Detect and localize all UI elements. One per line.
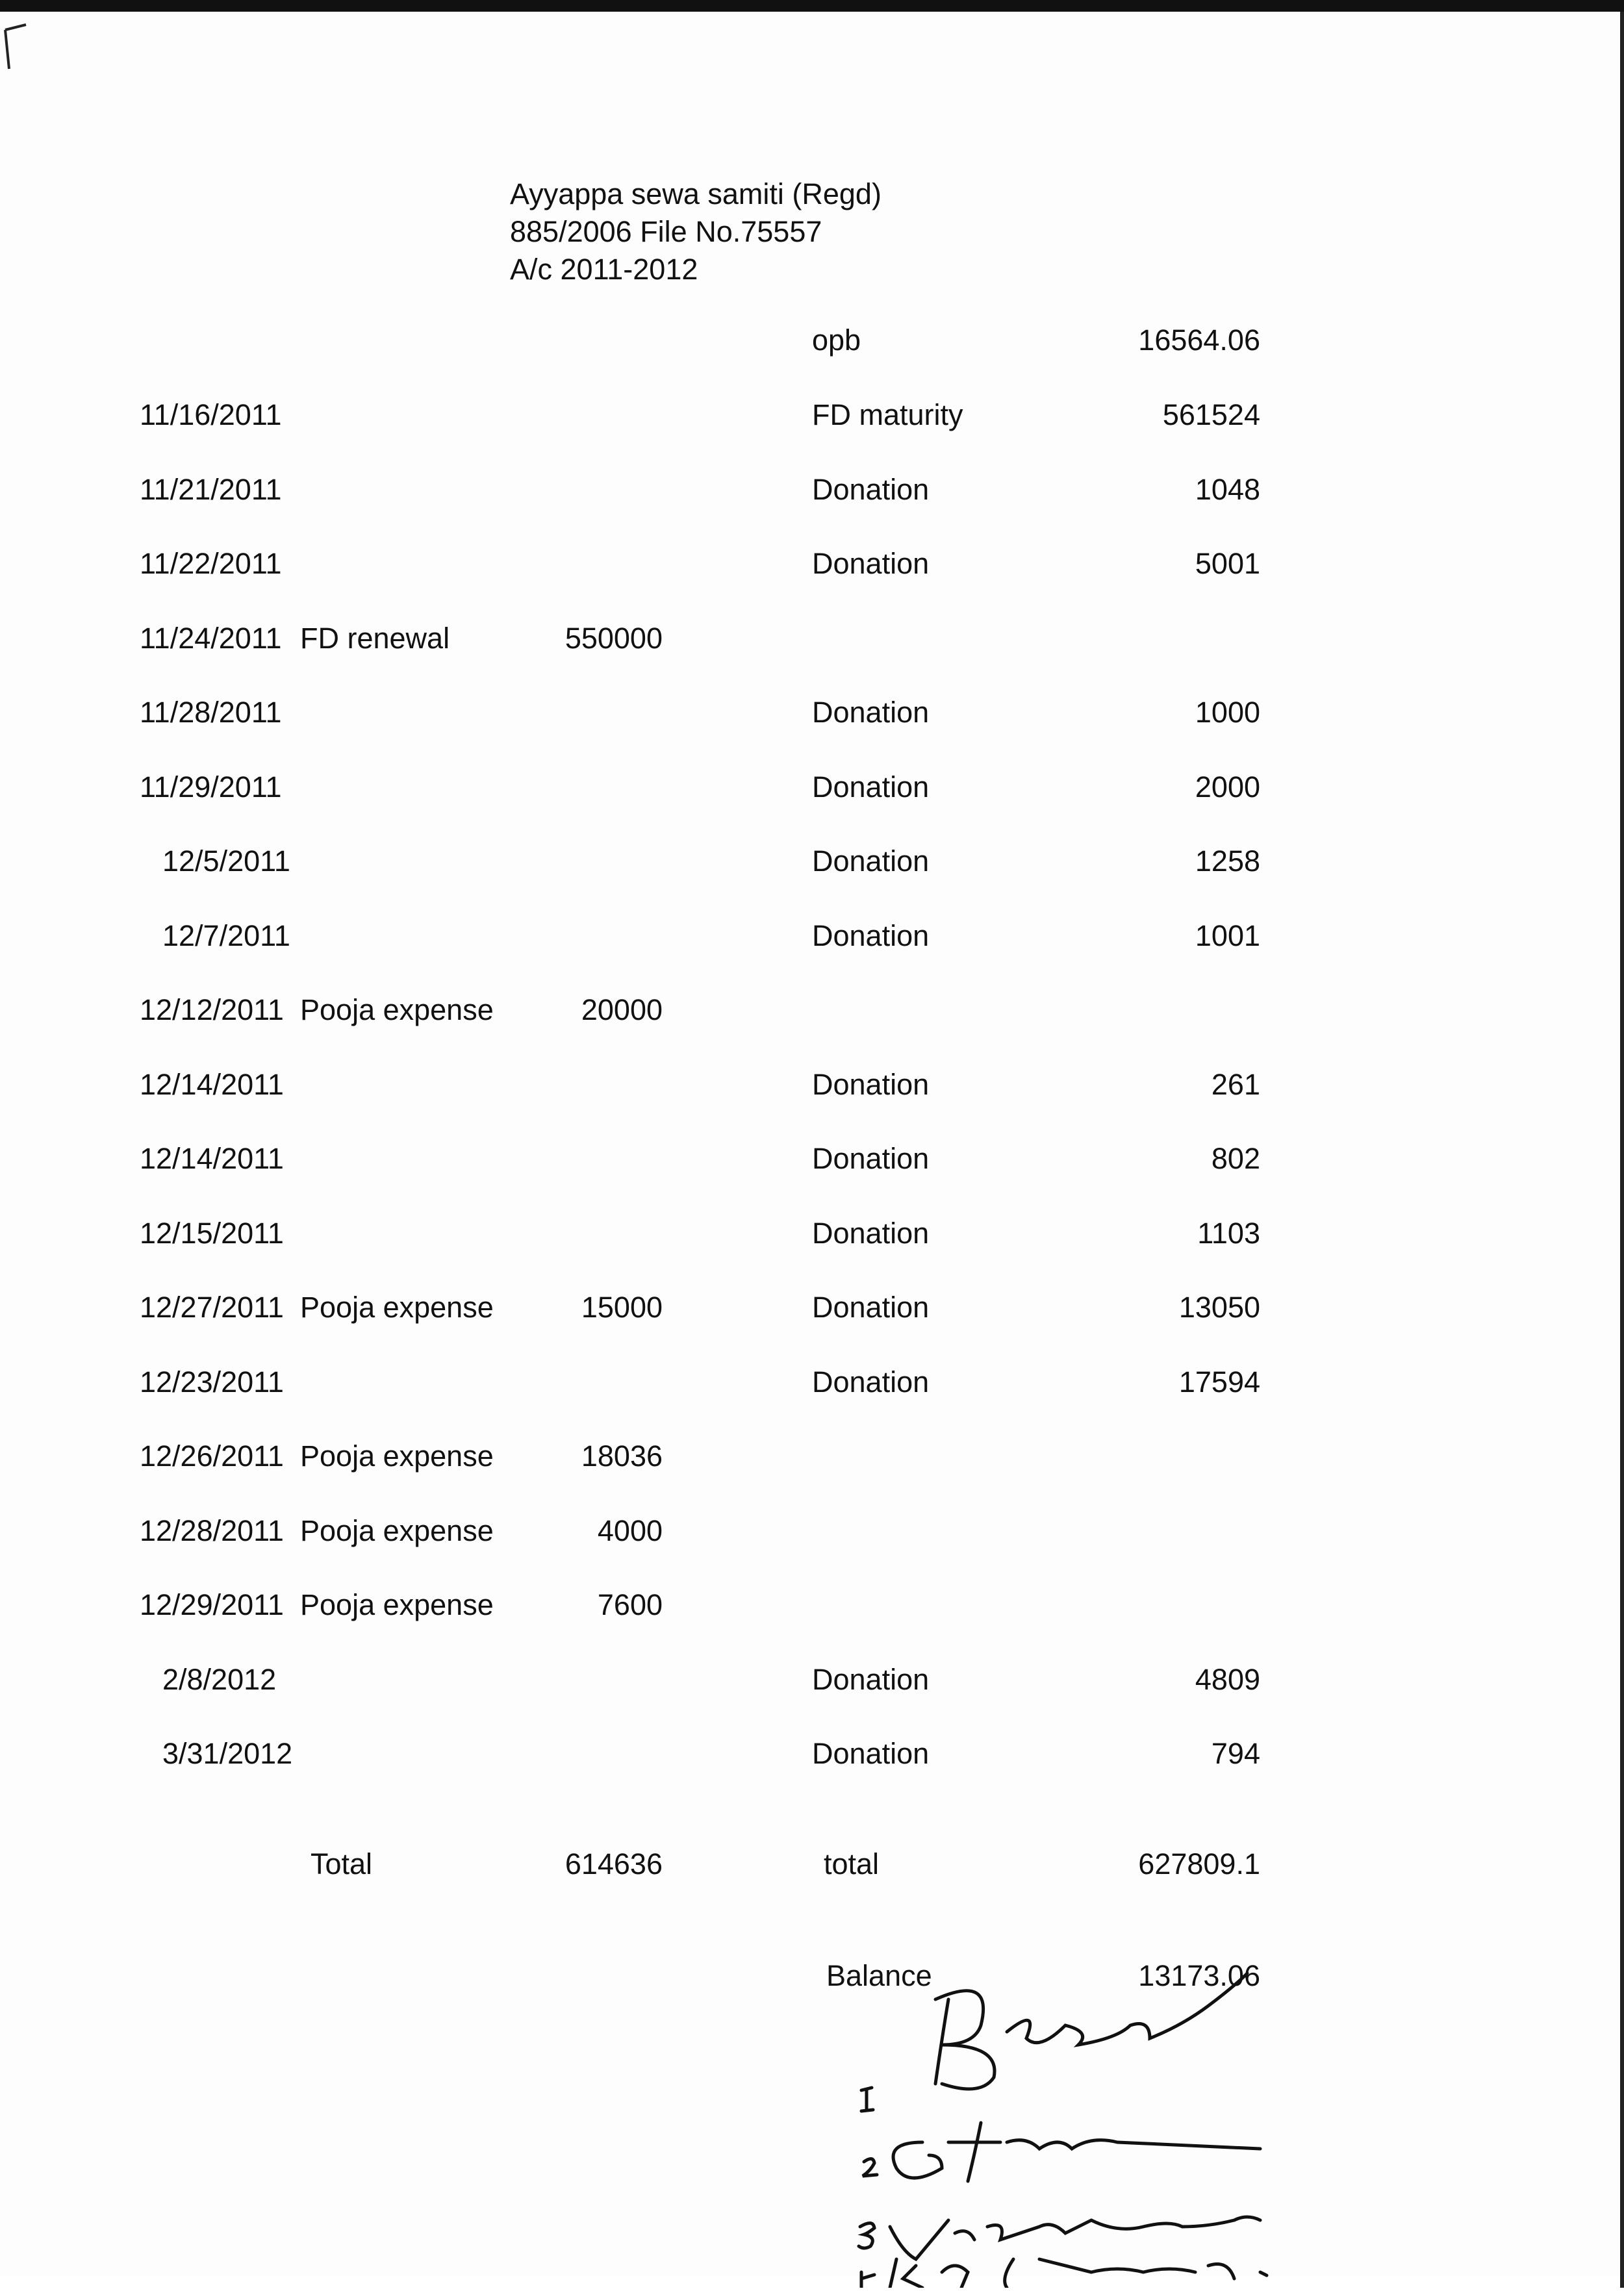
document-header [510,175,882,288]
entry-date: 12/12/2011 [140,993,284,1026]
receipt-amount: 1258 [1195,844,1260,878]
receipt-amount: 1001 [1195,919,1260,952]
ledger-row [0,1439,1624,1478]
expense-amount: 550000 [565,622,663,655]
ledger-row [0,547,1624,586]
entry-date: 11/24/2011 [140,622,282,655]
entry-date: 11/16/2011 [140,398,282,431]
entry-date: 12/7/2011 [162,919,290,952]
receipt-description: Donation [812,547,930,580]
receipt-amount: 1103 [1197,1217,1260,1250]
ledger-row [0,696,1624,735]
receipt-description: Donation [812,919,930,952]
expense-amount: 20000 [581,993,663,1026]
expense-description: Pooja expense [300,1588,494,1621]
ledger-row [0,622,1624,661]
entry-date: 12/15/2011 [140,1217,284,1250]
account-year: A/c 2011-2012 [510,253,698,286]
ledger-row [0,919,1624,958]
entry-date: 11/22/2011 [140,547,282,580]
expense-description: Pooja expense [300,1514,494,1547]
balance-amount: 13173.06 [1138,1959,1260,1992]
receipt-amount: 1048 [1195,473,1260,506]
receipt-amount: 802 [1211,1142,1260,1175]
entry-date: 11/28/2011 [140,696,282,729]
expense-amount: 7600 [597,1588,663,1621]
receipt-description: Donation [812,1737,930,1770]
entry-date: 12/27/2011 [140,1291,284,1324]
entry-date: 3/31/2012 [162,1737,293,1770]
ledger-row [0,1737,1624,1776]
signature-1 [935,1973,1247,2089]
receipt-description: Donation [812,1365,930,1399]
expense-amount: 4000 [597,1514,663,1547]
expense-description: Pooja expense [300,993,494,1026]
receipt-amount: 1000 [1195,696,1260,729]
signature-2 [893,2123,1260,2181]
expense-total-amount: 614636 [565,1847,663,1880]
expense-description: Pooja expense [300,1291,494,1324]
receipt-description: Donation [812,473,930,506]
receipt-amount: 4809 [1195,1663,1260,1696]
organization-name: Ayyappa sewa samiti (Regd) [510,177,882,210]
receipt-description: Donation [812,1663,930,1696]
totals-row [0,1847,1624,1886]
opening-amount: 16564.06 [1138,323,1260,357]
expense-total-label: Total [311,1847,373,1880]
receipt-description: Donation [812,696,930,729]
ledger-row [0,770,1624,809]
ledger-row [0,1588,1624,1627]
ledger-row [0,473,1624,512]
ledger-row [0,1142,1624,1181]
entry-date: 11/29/2011 [140,770,282,804]
receipt-amount: 561524 [1162,398,1260,431]
receipt-description: Donation [812,1217,930,1250]
receipt-amount: 17594 [1178,1365,1260,1399]
sig-number-2 [863,2158,877,2176]
expense-description: Pooja expense [300,1439,494,1473]
entry-date: 12/28/2011 [140,1514,284,1547]
receipt-amount: 5001 [1195,547,1260,580]
ledger-row [0,1365,1624,1404]
receipt-amount: 13050 [1178,1291,1260,1324]
receipt-total-amount: 627809.1 [1138,1847,1260,1880]
receipt-total-label: total [824,1847,880,1880]
receipt-description: Donation [812,1291,930,1324]
signature-4 [890,2259,1267,2288]
handwritten-signatures [844,1947,1429,2288]
ledger-row [0,1514,1624,1553]
ledger-row [0,398,1624,437]
entry-date: 12/5/2011 [162,844,290,878]
receipt-amount: 261 [1211,1068,1260,1101]
registration-number: 885/2006 File No.75557 [510,215,822,248]
balance-label: Balance [826,1959,932,1992]
entry-date: 12/29/2011 [140,1588,284,1621]
receipt-description: Donation [812,770,930,804]
entry-date: 11/21/2011 [140,473,282,506]
entry-date: 2/8/2012 [162,1663,277,1696]
receipt-description: Donation [812,1068,930,1101]
folded-corner-mark [0,23,39,82]
opening-label: opb [812,323,861,357]
receipt-description: Donation [812,1142,930,1175]
expense-amount: 18036 [581,1439,663,1473]
signature-block [844,1947,1429,2288]
entry-date: 12/14/2011 [140,1068,284,1101]
sig-number-4 [861,2272,874,2288]
signature-3 [890,2217,1260,2259]
ledger-row [0,1217,1624,1256]
entry-date: 12/26/2011 [140,1439,284,1473]
entry-date: 12/23/2011 [140,1365,284,1399]
sig-number-3 [859,2223,874,2248]
ledger-row [0,993,1624,1032]
ledger-row [0,1663,1624,1702]
receipt-amount: 794 [1211,1737,1260,1770]
ledger-row [0,1068,1624,1107]
entry-date: 12/14/2011 [140,1142,284,1175]
receipt-description: Donation [812,844,930,878]
receipt-amount: 2000 [1195,770,1260,804]
ledger-row [0,844,1624,883]
ledger-row [0,1291,1624,1330]
opening-balance-row [0,323,1624,362]
sig-number-1 [861,2088,873,2111]
receipt-description: FD maturity [812,398,963,431]
expense-description: FD renewal [300,622,450,655]
expense-amount: 15000 [581,1291,663,1324]
